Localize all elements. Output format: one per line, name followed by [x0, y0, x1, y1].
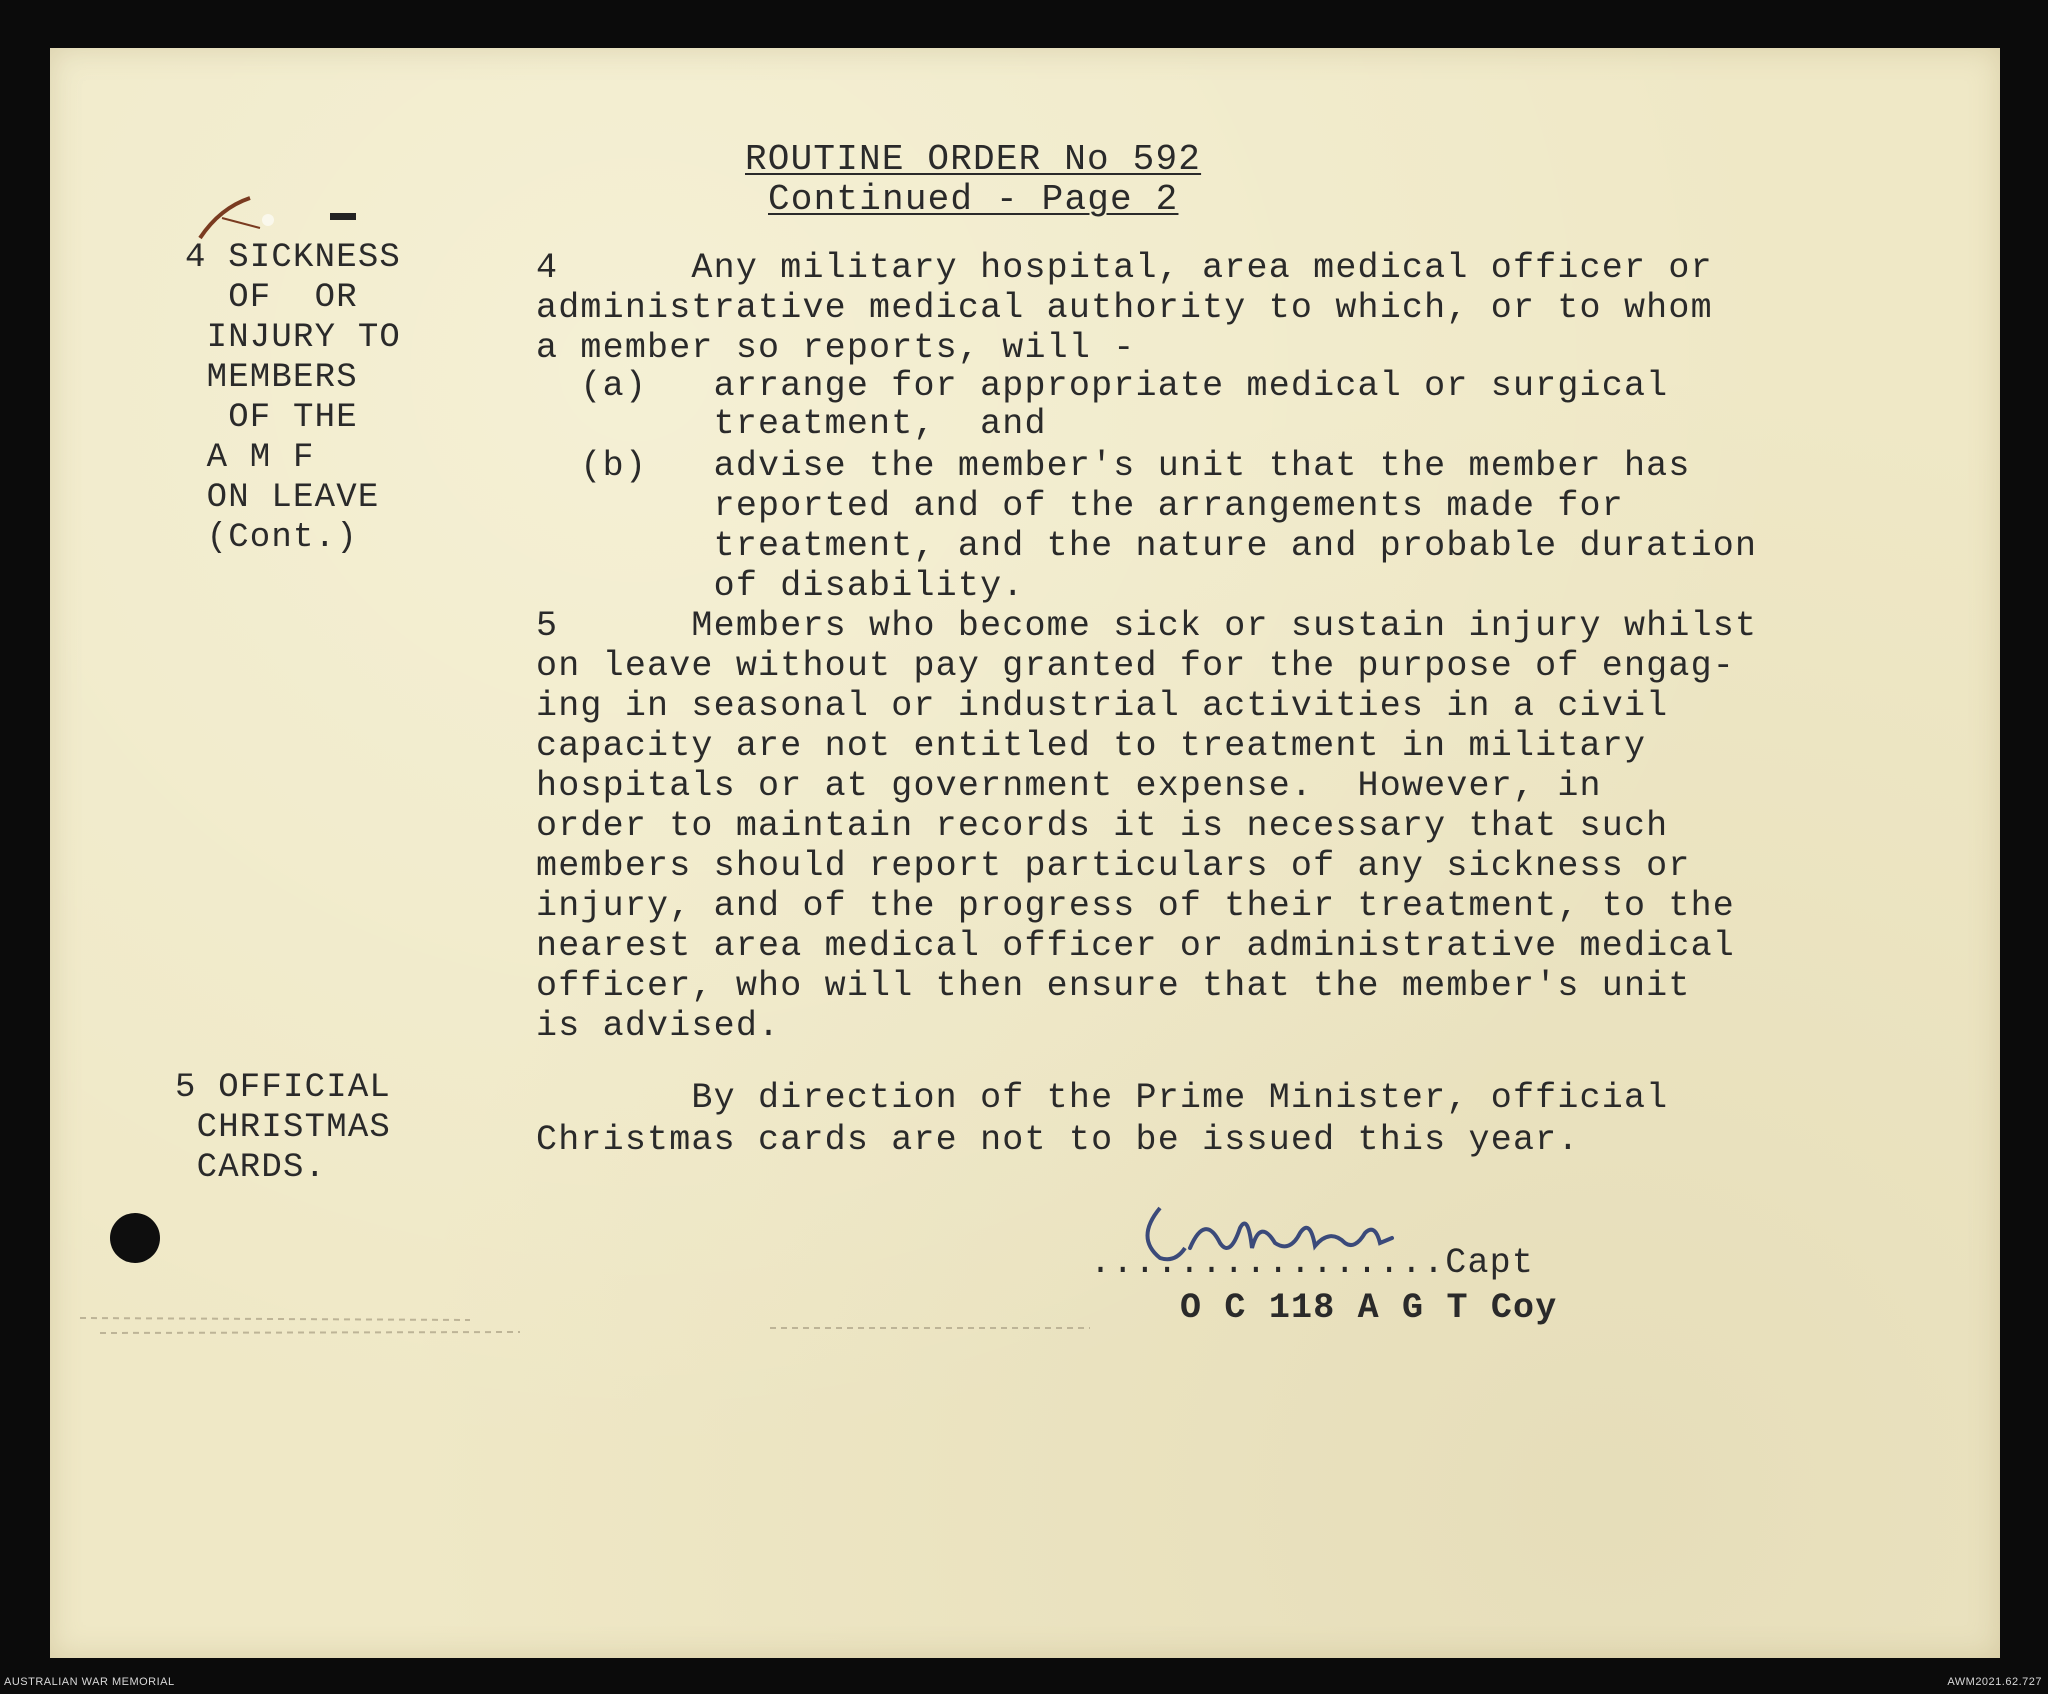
sidebar-line: (Cont.)	[185, 519, 358, 557]
page-subtitle: Continued - Page 2	[768, 179, 1179, 220]
sidebar-line: OF OR	[185, 279, 358, 317]
footer-accession-number: AWM2021.62.727	[1947, 1676, 2042, 1688]
sidebar-line: ON LEAVE	[185, 479, 380, 517]
fold-mark-icon	[70, 1298, 1170, 1358]
body-line: members should report particulars of any sickness or	[536, 846, 1691, 886]
sidebar-line: 4 SICKNESS	[185, 239, 402, 277]
sidebar-line: MEMBERS	[185, 359, 358, 397]
sidebar-line: CARDS.	[175, 1149, 327, 1187]
sidebar-line: OF THE	[185, 399, 358, 437]
sidebar-line: INJURY TO	[185, 319, 402, 357]
body-line: treatment, and the nature and probable duration	[536, 526, 1758, 566]
page-title: ROUTINE ORDER No 592	[745, 139, 1202, 180]
punch-hole	[110, 1213, 160, 1263]
body-line: nearest area medical officer or administrative medical	[536, 926, 1735, 966]
body-line: hospitals or at government expense. However, in	[536, 766, 1602, 806]
body-line: 5 Members who become sick or sustain injury whilst	[536, 606, 1758, 646]
footer-credit: AUSTRALIAN WAR MEMORIAL	[4, 1676, 175, 1688]
body-line: By direction of the Prime Minister, official	[536, 1078, 1669, 1118]
body-line: (a) arrange for appropriate medical or surgical	[536, 366, 1669, 406]
body-line: capacity are not entitled to treatment in military	[536, 726, 1647, 766]
sidebar-line: A M F	[185, 439, 315, 477]
body-line: administrative medical authority to which, or to whom	[536, 288, 1713, 328]
body-line: is advised.	[536, 1006, 781, 1046]
body-line: order to maintain records it is necessary that such	[536, 806, 1669, 846]
sidebar-line: 5 OFFICIAL	[175, 1069, 392, 1107]
body-line: ing in seasonal or industrial activities in a civil	[536, 686, 1669, 726]
body-line: injury, and of the progress of their treatment, to the	[536, 886, 1735, 926]
body-line: treatment, and	[536, 404, 1047, 444]
signature-capt-line: ................Capt	[1090, 1243, 1535, 1283]
body-line: 4 Any military hospital, area medical officer or	[536, 248, 1713, 288]
sidebar-line: CHRISTMAS	[175, 1109, 392, 1147]
document-page	[50, 48, 2000, 1658]
body-line: officer, who will then ensure that the member's unit	[536, 966, 1691, 1006]
body-line: Christmas cards are not to be issued this year.	[536, 1120, 1580, 1160]
body-line: a member so reports, will -	[536, 328, 1136, 368]
body-line: (b) advise the member's unit that the member has	[536, 446, 1691, 486]
signature-unit-line: O C 118 A G T Coy	[1180, 1288, 1558, 1328]
body-line: on leave without pay granted for the purpose of engag-	[536, 646, 1735, 686]
body-line: of disability.	[536, 566, 1025, 606]
body-line: reported and of the arrangements made for	[536, 486, 1624, 526]
